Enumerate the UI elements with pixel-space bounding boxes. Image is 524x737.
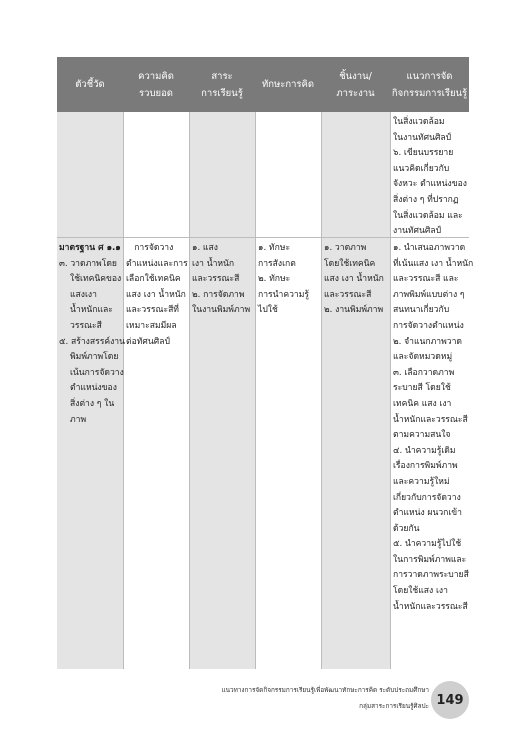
content-line: และวรรณะสี — [192, 274, 240, 285]
activity-line: ๔. นำความรู้เดิม — [393, 445, 456, 456]
activity-line: ๖. เขียนบรรยาย — [393, 148, 454, 159]
concept-line: และวรรณะสีที่ — [126, 305, 179, 316]
content-line: ในงานพิมพ์ภาพ — [192, 305, 251, 316]
skills-line: ไปใช้ — [258, 305, 278, 316]
footer-subject: กลุ่มสาระการเรียนรู้ศิลปะ — [359, 702, 429, 710]
activity-line: และจัดหมวดหมู่ — [393, 352, 453, 363]
content-cell — [192, 241, 250, 319]
activity-line: ตามความสนใจ — [393, 430, 451, 441]
indicator-line: ตำแหน่งของ — [70, 383, 117, 394]
activity-line: ด้วยกัน — [393, 523, 420, 534]
header-skills: ทักษะการคิด — [261, 79, 315, 90]
activity-line: เทคนิค แสง เงา — [393, 398, 452, 409]
indicator-title: มาตรฐาน ศ ๑.๑ — [59, 243, 121, 253]
concept-line: เหมาะสมมีผล — [126, 320, 177, 331]
indicator-line: ใช้เทคนิคของ — [70, 274, 122, 285]
activity-line: และความรู้ใหม่ — [393, 476, 450, 487]
indicator-line: น้ำหนักและ — [70, 305, 113, 316]
tasks-line: ๑. วาดภาพ — [324, 243, 367, 253]
header-activities: แนวการจัด กิจกรรมการเรียนรู้ — [391, 70, 468, 99]
activity-line: ๑. นำเสนอภาพวาด — [393, 243, 466, 253]
activity-line: เกี่ยวกับการจัดวาง — [393, 492, 461, 503]
indicator-cell — [59, 241, 125, 428]
activity-line: เรื่องการพิมพ์ภาพ — [393, 461, 458, 472]
tasks-line: โดยใช้เทคนิค — [324, 258, 376, 269]
activity-line: จังหวะ ตำแหน่งของ — [393, 179, 467, 190]
table-header — [57, 57, 469, 112]
activity-line: ที่เน้นแสง เงา น้ำหนัก — [393, 258, 474, 269]
activity-line: น้ำหนักและวรรณะสี — [393, 601, 468, 612]
indicator-line: สิ่งต่าง ๆ ใน — [70, 398, 115, 409]
column-bg — [189, 112, 255, 669]
activity-line: ตำแหน่ง ผนวกเข้า — [393, 508, 462, 519]
header-content: สาระ การเรียนรู้ — [201, 70, 243, 99]
activity-line: สนทนาเกี่ยวกับ — [393, 305, 450, 316]
header-concept: ความคิด รวบยอด — [138, 70, 174, 99]
column-divider — [390, 112, 391, 669]
column-divider — [189, 112, 190, 669]
skills-line: ๒. ทักษะ — [258, 274, 291, 285]
activity-line: งานทัศนศิลป์ — [393, 226, 442, 237]
header-indicator: ตัวชี้วัด — [75, 79, 105, 90]
content-line: เงา น้ำหนัก — [192, 258, 235, 269]
indicator-line: พิมพ์ภาพโดย — [70, 352, 119, 363]
indicator-line: ๓. วาดภาพโดย — [59, 258, 117, 269]
concept-cell — [126, 241, 188, 350]
content-line: ๑. แสง — [192, 243, 218, 253]
concept-line: ต่อทัศนศิลป์ — [126, 336, 170, 347]
column-divider — [321, 112, 322, 669]
activity-line: น้ำหนักและวรรณะสี — [393, 414, 468, 425]
page-number: 149 — [431, 681, 469, 719]
tasks-line: แสง เงา น้ำหนัก — [324, 274, 384, 285]
activity-line: ๕. นำความรู้ไปใช้ — [393, 539, 462, 550]
skills-line: ๑. ทักษะ — [258, 243, 291, 253]
activities-cell — [393, 241, 473, 615]
skills-cell — [258, 241, 309, 319]
activity-line: ๒. จำแนกภาพวาด — [393, 336, 462, 347]
activity-line: การจัดวางตำแหน่ง — [393, 320, 464, 331]
activity-line: การวาดภาพระบายสี — [393, 570, 469, 581]
column-bg — [321, 112, 390, 669]
concept-line: การจัดวาง — [126, 243, 174, 253]
indicator-line: ภาพ — [70, 414, 87, 425]
tasks-cell — [324, 241, 384, 319]
activity-line: แนวคิดเกี่ยวกับ — [393, 163, 450, 174]
tasks-line: และวรรณะสี — [324, 289, 372, 300]
indicator-line: เน้นการจัดวาง — [70, 367, 124, 378]
content-line: ๒. การจัดภาพ — [192, 289, 245, 300]
continued-activities-cell — [393, 115, 467, 240]
column-divider — [255, 112, 256, 669]
activity-line: ภาพพิมพ์แบบต่าง ๆ — [393, 289, 465, 300]
footer-book-title: แนวทางการจัดกิจกรรมการเรียนรู้เพื่อพัฒนาทักษะการคิด ระดับประถมศึกษา — [221, 686, 429, 694]
activity-line: ในงานทัศนศิลป์ — [393, 132, 452, 143]
tasks-line: ๒. งานพิมพ์ภาพ — [324, 305, 384, 316]
concept-line: เลือกใช้เทคนิค — [126, 274, 181, 285]
indicator-line: แสงเงา — [70, 289, 97, 300]
concept-line: ตำแหน่งและการ — [126, 258, 188, 269]
activity-line: และวรรณะสี และ — [393, 274, 459, 285]
activity-line: ระบายสี โดยใช้ — [393, 383, 451, 394]
concept-line: แสง เงา น้ำหนัก — [126, 289, 186, 300]
skills-line: การสังเกต — [258, 258, 296, 269]
activity-line: ในสิ่งแวดล้อม — [393, 117, 445, 127]
header-tasks: ชิ้นงาน/ ภาระงาน — [336, 70, 375, 99]
activity-line: ในการพิมพ์ภาพและ — [393, 554, 467, 565]
indicator-line: วรรณะสี — [70, 320, 102, 331]
skills-line: การนำความรู้ — [258, 289, 310, 300]
activity-line: ในสิ่งแวดล้อม และ — [393, 210, 463, 221]
activity-line: ๓. เลือกวาดภาพ — [393, 367, 455, 378]
indicator-line: ๕. สร้างสรรค์งาน — [59, 336, 125, 347]
activity-line: โดยใช้แสง เงา — [393, 586, 448, 597]
activity-line: สิ่งต่าง ๆ ที่ปรากฏ — [393, 194, 459, 205]
curriculum-table — [57, 57, 474, 669]
